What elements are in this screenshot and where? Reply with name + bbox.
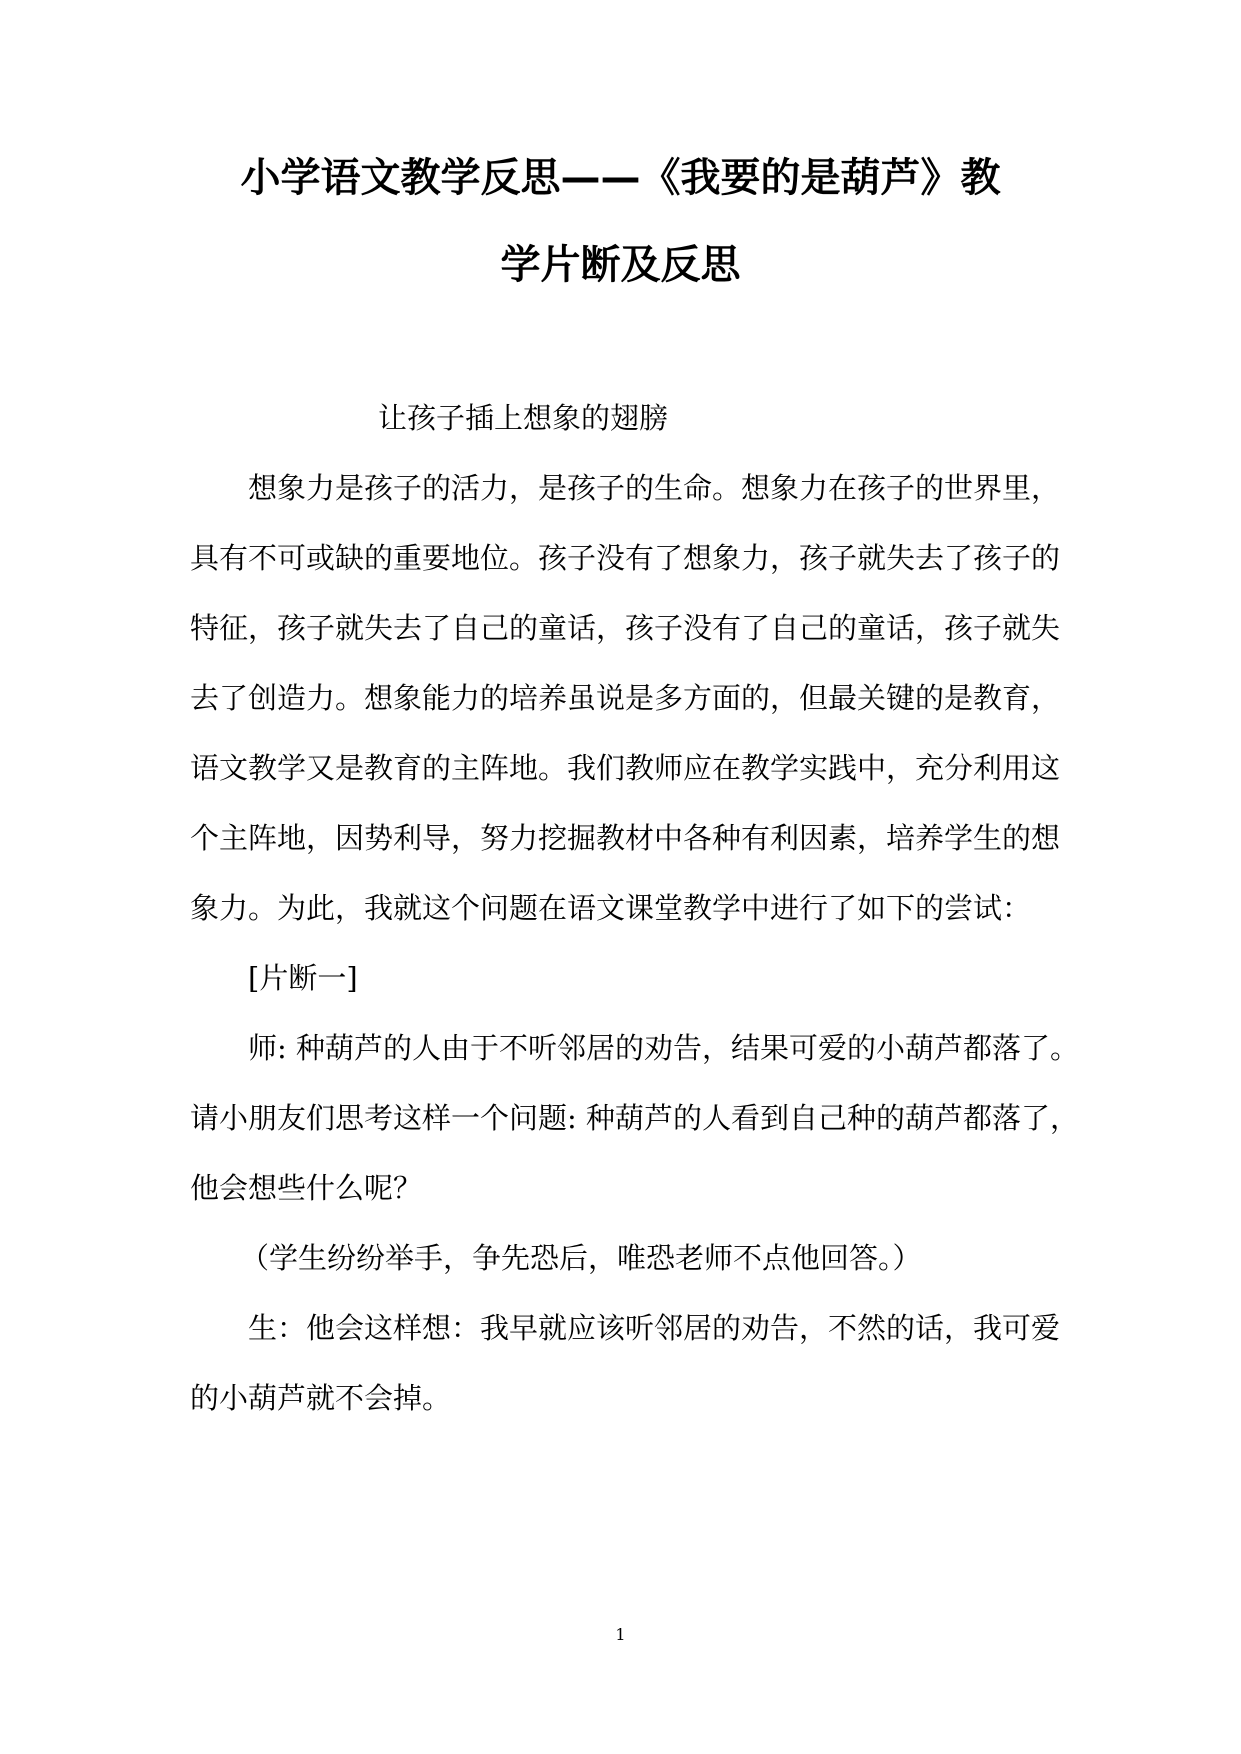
- paragraph-line-7: 象力。为此，我就这个问题在语文课堂教学中进行了如下的尝试：: [190, 891, 1032, 925]
- teacher-line-3: 他会想些什么呢？: [190, 1171, 423, 1205]
- page-number: 1: [615, 1625, 626, 1644]
- paragraph-line-2: 具有不可或缺的重要地位。孩子没有了想象力，孩子就失去了孩子的: [190, 541, 1061, 575]
- paragraph-line-5: 语文教学又是教育的主阵地。我们教师应在教学实践中，充分利用这: [190, 751, 1061, 785]
- title-line-2: 学片断及反思: [500, 242, 741, 288]
- paragraph-line-4: 去了创造力。想象能力的培养虽说是多方面的，但最关键的是教育，: [190, 681, 1061, 715]
- subtitle: 让孩子插上想象的翅膀: [378, 401, 669, 435]
- paragraph-line-6: 个主阵地，因势利导，努力挖掘教材中各种有利因素，培养学生的想: [190, 821, 1061, 855]
- student-line-1: 生：他会这样想：我早就应该听邻居的劝告，不然的话，我可爱: [248, 1311, 1061, 1345]
- paragraph-line-3: 特征，孩子就失去了自己的童话，孩子没有了自己的童话，孩子就失: [190, 611, 1061, 645]
- student-line-2: 的小葫芦就不会掉。: [190, 1381, 452, 1415]
- teacher-line-1: 师: 种葫芦的人由于不听邻居的劝告，结果可爱的小葫芦都落了。: [248, 1031, 1079, 1065]
- classroom-note: （学生纷纷举手，争先恐后，唯恐老师不点他回答。）: [240, 1241, 922, 1275]
- section-label: [片断一]: [248, 961, 358, 995]
- teacher-line-2: 请小朋友们思考这样一个问题: 种葫芦的人看到自己种的葫芦都落了，: [190, 1101, 1079, 1135]
- title-line-1: 小学语文教学反思——《我要的是葫芦》教: [240, 155, 1001, 201]
- paragraph-line-1: 想象力是孩子的活力，是孩子的生命。想象力在孩子的世界里，: [248, 471, 1061, 505]
